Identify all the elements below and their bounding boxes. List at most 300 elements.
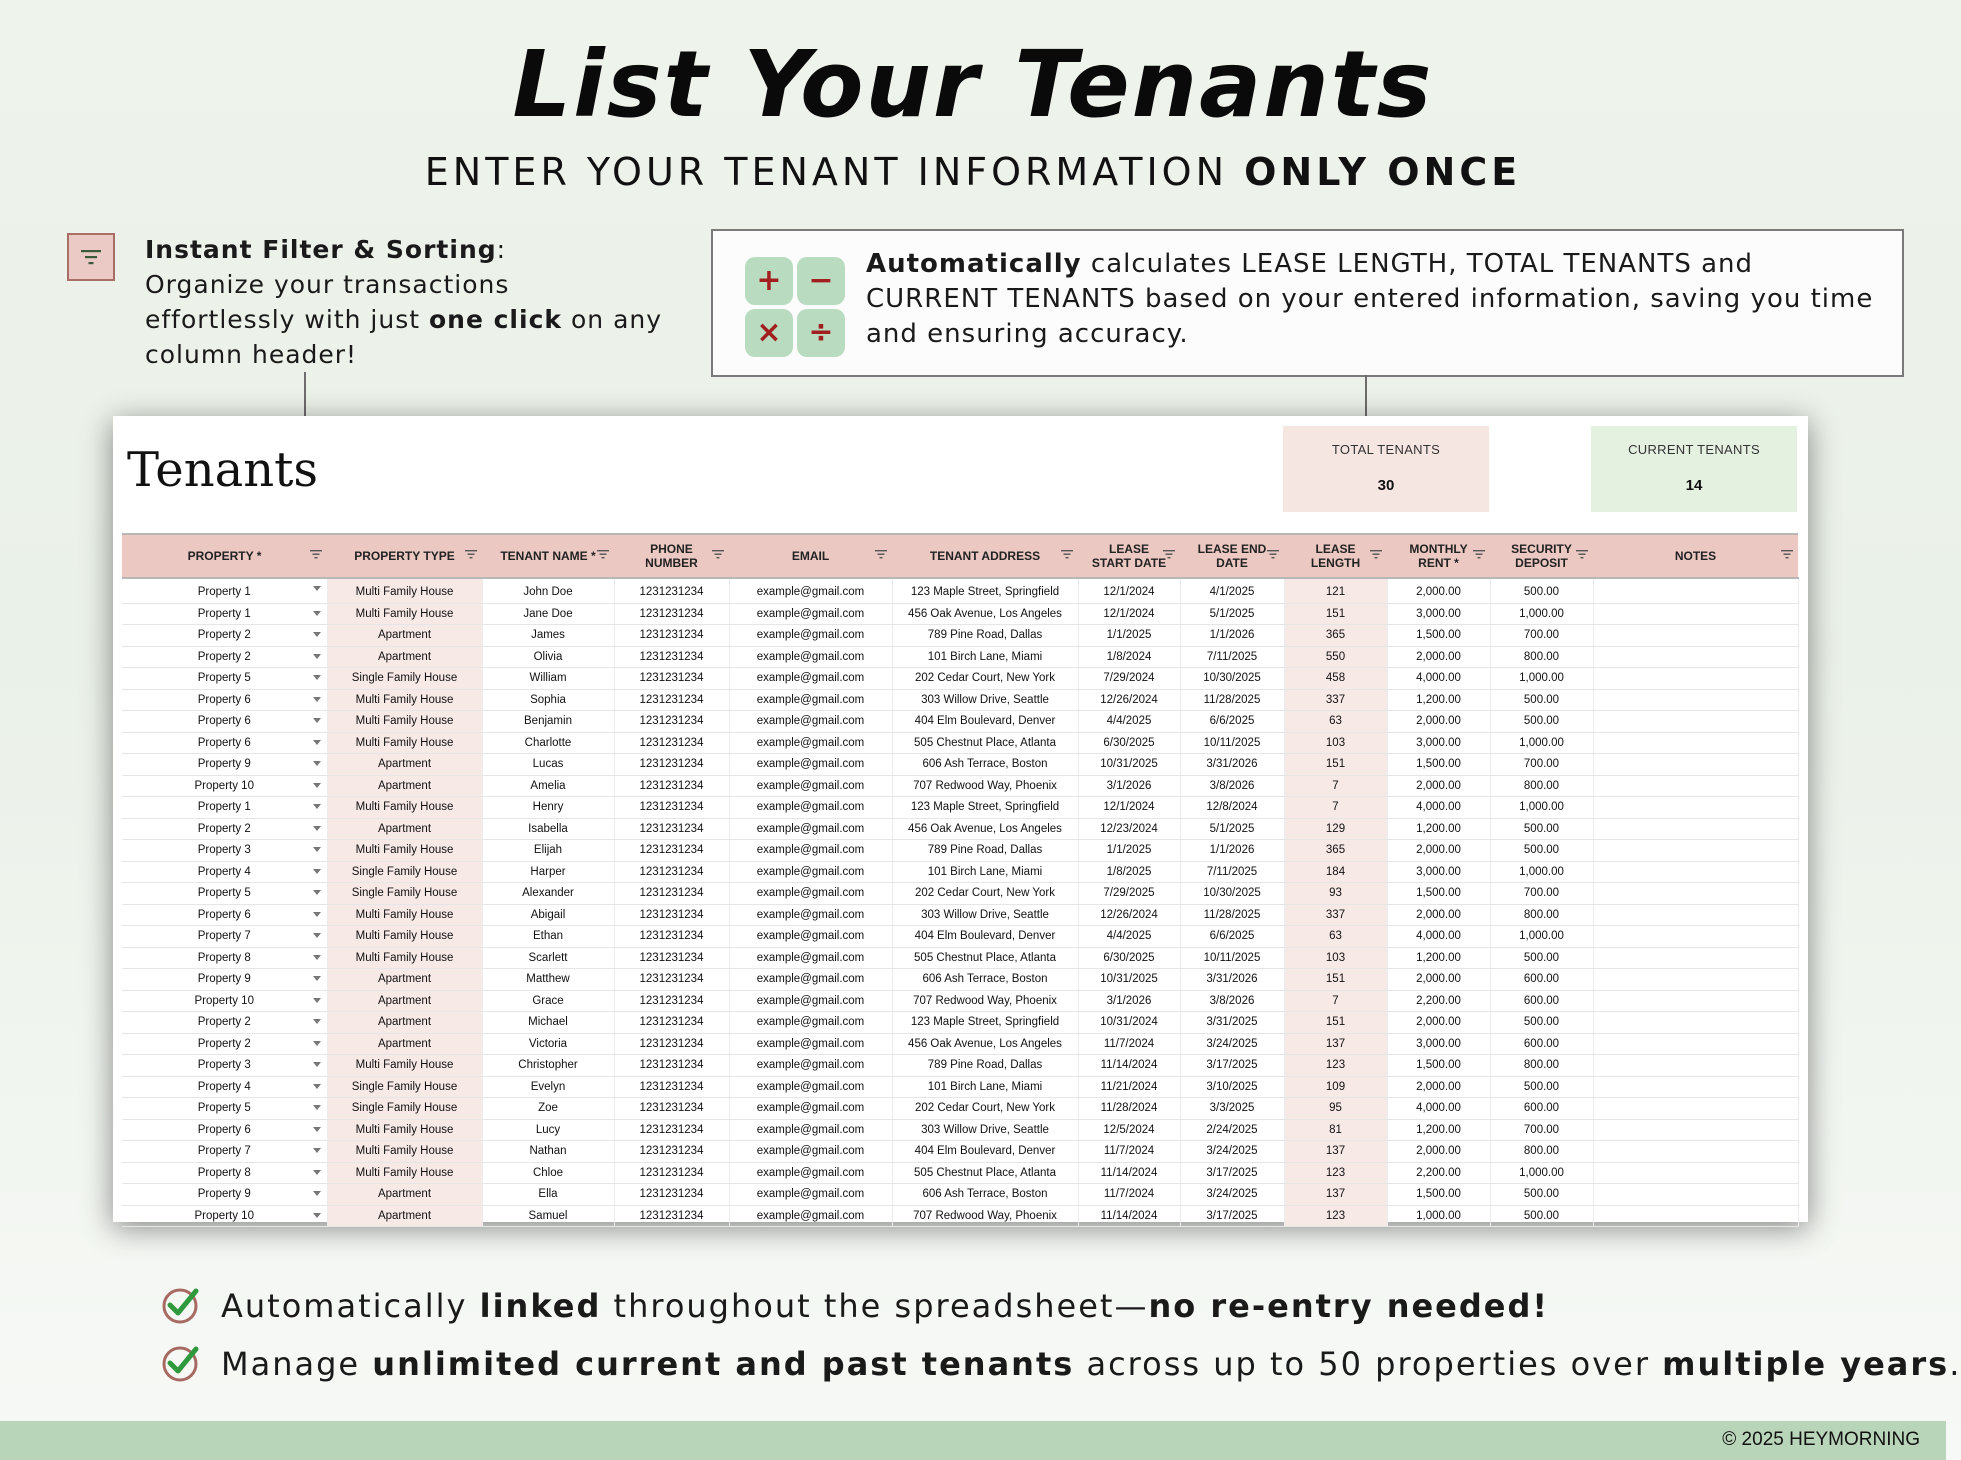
cell-property[interactable]: Property 2 bbox=[122, 646, 327, 668]
cell-property-type[interactable]: Multi Family House bbox=[327, 689, 482, 711]
cell-lease-start-date[interactable]: 11/21/2024 bbox=[1078, 1076, 1180, 1098]
cell-property[interactable]: Property 6 bbox=[122, 689, 327, 711]
cell-property[interactable]: Property 10 bbox=[122, 775, 327, 797]
cell-tenant-name[interactable]: Abigail bbox=[482, 904, 614, 926]
cell-lease-length[interactable]: 151 bbox=[1284, 969, 1387, 991]
cell-phone-number[interactable]: 1231231234 bbox=[614, 1141, 729, 1163]
cell-tenant-address[interactable]: 456 Oak Avenue, Los Angeles bbox=[892, 603, 1078, 625]
filter-icon[interactable] bbox=[1780, 549, 1794, 559]
cell-property-type[interactable]: Multi Family House bbox=[327, 947, 482, 969]
cell-lease-end-date[interactable]: 3/24/2025 bbox=[1180, 1141, 1284, 1163]
cell-tenant-address[interactable]: 707 Redwood Way, Phoenix bbox=[892, 775, 1078, 797]
cell-lease-end-date[interactable]: 2/24/2025 bbox=[1180, 1119, 1284, 1141]
dropdown-arrow-icon[interactable] bbox=[313, 955, 321, 960]
cell-property-type[interactable]: Apartment bbox=[327, 969, 482, 991]
cell-tenant-address[interactable]: 707 Redwood Way, Phoenix bbox=[892, 1205, 1078, 1227]
cell-tenant-address[interactable]: 202 Cedar Court, New York bbox=[892, 668, 1078, 690]
cell-lease-length[interactable]: 103 bbox=[1284, 947, 1387, 969]
cell-email[interactable]: example@gmail.com bbox=[729, 1162, 892, 1184]
cell-notes[interactable] bbox=[1593, 926, 1798, 948]
cell-lease-start-date[interactable]: 1/8/2024 bbox=[1078, 646, 1180, 668]
cell-property-type[interactable]: Apartment bbox=[327, 775, 482, 797]
cell-phone-number[interactable]: 1231231234 bbox=[614, 840, 729, 862]
cell-notes[interactable] bbox=[1593, 883, 1798, 905]
cell-property[interactable]: Property 4 bbox=[122, 1076, 327, 1098]
cell-notes[interactable] bbox=[1593, 578, 1798, 603]
cell-email[interactable]: example@gmail.com bbox=[729, 668, 892, 690]
cell-lease-start-date[interactable]: 11/14/2024 bbox=[1078, 1055, 1180, 1077]
cell-lease-start-date[interactable]: 10/31/2024 bbox=[1078, 1012, 1180, 1034]
column-header-tenant-address[interactable] bbox=[892, 534, 1078, 578]
cell-lease-end-date[interactable]: 3/24/2025 bbox=[1180, 1033, 1284, 1055]
cell-tenant-address[interactable]: 101 Birch Lane, Miami bbox=[892, 861, 1078, 883]
cell-monthly-rent[interactable]: 1,500.00 bbox=[1387, 754, 1490, 776]
cell-security-deposit[interactable]: 800.00 bbox=[1490, 1141, 1593, 1163]
cell-monthly-rent[interactable]: 2,000.00 bbox=[1387, 1076, 1490, 1098]
cell-property[interactable]: Property 7 bbox=[122, 1141, 327, 1163]
filter-icon[interactable] bbox=[1369, 549, 1383, 559]
cell-property-type[interactable]: Multi Family House bbox=[327, 1141, 482, 1163]
filter-icon[interactable] bbox=[1060, 549, 1074, 559]
cell-lease-start-date[interactable]: 10/31/2025 bbox=[1078, 754, 1180, 776]
cell-property[interactable]: Property 7 bbox=[122, 926, 327, 948]
filter-icon[interactable] bbox=[1266, 549, 1280, 559]
cell-tenant-address[interactable]: 123 Maple Street, Springfield bbox=[892, 578, 1078, 603]
cell-property[interactable]: Property 9 bbox=[122, 1184, 327, 1206]
cell-tenant-name[interactable]: Jane Doe bbox=[482, 603, 614, 625]
cell-property[interactable]: Property 6 bbox=[122, 1119, 327, 1141]
dropdown-arrow-icon[interactable] bbox=[313, 718, 321, 723]
dropdown-arrow-icon[interactable] bbox=[313, 632, 321, 637]
cell-lease-end-date[interactable]: 3/31/2026 bbox=[1180, 754, 1284, 776]
cell-lease-length[interactable]: 337 bbox=[1284, 689, 1387, 711]
cell-notes[interactable] bbox=[1593, 990, 1798, 1012]
cell-email[interactable]: example@gmail.com bbox=[729, 861, 892, 883]
cell-lease-length[interactable]: 129 bbox=[1284, 818, 1387, 840]
cell-notes[interactable] bbox=[1593, 818, 1798, 840]
cell-phone-number[interactable]: 1231231234 bbox=[614, 1055, 729, 1077]
cell-lease-end-date[interactable]: 3/31/2026 bbox=[1180, 969, 1284, 991]
filter-icon[interactable] bbox=[464, 549, 478, 559]
cell-tenant-address[interactable]: 707 Redwood Way, Phoenix bbox=[892, 990, 1078, 1012]
cell-lease-length[interactable]: 63 bbox=[1284, 926, 1387, 948]
cell-security-deposit[interactable]: 700.00 bbox=[1490, 1119, 1593, 1141]
cell-lease-end-date[interactable]: 3/24/2025 bbox=[1180, 1184, 1284, 1206]
cell-lease-length[interactable]: 109 bbox=[1284, 1076, 1387, 1098]
cell-lease-end-date[interactable]: 12/8/2024 bbox=[1180, 797, 1284, 819]
cell-lease-end-date[interactable]: 3/17/2025 bbox=[1180, 1205, 1284, 1227]
cell-lease-length[interactable]: 458 bbox=[1284, 668, 1387, 690]
cell-tenant-address[interactable]: 303 Willow Drive, Seattle bbox=[892, 904, 1078, 926]
cell-lease-end-date[interactable]: 5/1/2025 bbox=[1180, 603, 1284, 625]
cell-security-deposit[interactable]: 800.00 bbox=[1490, 1055, 1593, 1077]
column-header-property[interactable] bbox=[122, 534, 327, 578]
cell-lease-start-date[interactable]: 6/30/2025 bbox=[1078, 947, 1180, 969]
cell-security-deposit[interactable]: 700.00 bbox=[1490, 625, 1593, 647]
cell-email[interactable]: example@gmail.com bbox=[729, 883, 892, 905]
cell-security-deposit[interactable]: 800.00 bbox=[1490, 646, 1593, 668]
cell-monthly-rent[interactable]: 2,000.00 bbox=[1387, 840, 1490, 862]
cell-email[interactable]: example@gmail.com bbox=[729, 603, 892, 625]
cell-tenant-address[interactable]: 606 Ash Terrace, Boston bbox=[892, 754, 1078, 776]
dropdown-arrow-icon[interactable] bbox=[313, 826, 321, 831]
cell-tenant-name[interactable]: Nathan bbox=[482, 1141, 614, 1163]
cell-lease-length[interactable]: 184 bbox=[1284, 861, 1387, 883]
cell-security-deposit[interactable]: 500.00 bbox=[1490, 947, 1593, 969]
cell-lease-end-date[interactable]: 7/11/2025 bbox=[1180, 646, 1284, 668]
cell-property-type[interactable]: Multi Family House bbox=[327, 578, 482, 603]
cell-phone-number[interactable]: 1231231234 bbox=[614, 646, 729, 668]
cell-lease-start-date[interactable]: 11/7/2024 bbox=[1078, 1184, 1180, 1206]
cell-notes[interactable] bbox=[1593, 1098, 1798, 1120]
cell-tenant-name[interactable]: Sophia bbox=[482, 689, 614, 711]
cell-property[interactable]: Property 2 bbox=[122, 625, 327, 647]
dropdown-arrow-icon[interactable] bbox=[313, 847, 321, 852]
cell-security-deposit[interactable]: 500.00 bbox=[1490, 840, 1593, 862]
filter-icon[interactable] bbox=[1575, 549, 1589, 559]
cell-tenant-name[interactable]: Alexander bbox=[482, 883, 614, 905]
cell-notes[interactable] bbox=[1593, 754, 1798, 776]
cell-monthly-rent[interactable]: 1,500.00 bbox=[1387, 1055, 1490, 1077]
column-header-security-deposit[interactable] bbox=[1490, 534, 1593, 578]
cell-security-deposit[interactable]: 1,000.00 bbox=[1490, 1162, 1593, 1184]
cell-property[interactable]: Property 3 bbox=[122, 1055, 327, 1077]
cell-property[interactable]: Property 2 bbox=[122, 818, 327, 840]
cell-lease-end-date[interactable]: 4/1/2025 bbox=[1180, 578, 1284, 603]
cell-property[interactable]: Property 10 bbox=[122, 1205, 327, 1227]
cell-phone-number[interactable]: 1231231234 bbox=[614, 1205, 729, 1227]
cell-monthly-rent[interactable]: 3,000.00 bbox=[1387, 1033, 1490, 1055]
cell-lease-end-date[interactable]: 6/6/2025 bbox=[1180, 711, 1284, 733]
column-header-lease-length[interactable] bbox=[1284, 534, 1387, 578]
cell-tenant-name[interactable]: Grace bbox=[482, 990, 614, 1012]
cell-notes[interactable] bbox=[1593, 689, 1798, 711]
filter-icon[interactable] bbox=[309, 549, 323, 559]
cell-lease-length[interactable]: 123 bbox=[1284, 1205, 1387, 1227]
cell-monthly-rent[interactable]: 1,500.00 bbox=[1387, 625, 1490, 647]
dropdown-arrow-icon[interactable] bbox=[313, 783, 321, 788]
cell-email[interactable]: example@gmail.com bbox=[729, 1184, 892, 1206]
cell-lease-end-date[interactable]: 6/6/2025 bbox=[1180, 926, 1284, 948]
cell-tenant-name[interactable]: Charlotte bbox=[482, 732, 614, 754]
cell-lease-start-date[interactable]: 12/26/2024 bbox=[1078, 904, 1180, 926]
cell-phone-number[interactable]: 1231231234 bbox=[614, 861, 729, 883]
cell-notes[interactable] bbox=[1593, 1184, 1798, 1206]
cell-lease-length[interactable]: 151 bbox=[1284, 754, 1387, 776]
cell-tenant-address[interactable]: 101 Birch Lane, Miami bbox=[892, 646, 1078, 668]
cell-notes[interactable] bbox=[1593, 861, 1798, 883]
cell-tenant-address[interactable]: 303 Willow Drive, Seattle bbox=[892, 689, 1078, 711]
cell-lease-length[interactable]: 63 bbox=[1284, 711, 1387, 733]
cell-property-type[interactable]: Single Family House bbox=[327, 1098, 482, 1120]
cell-security-deposit[interactable]: 600.00 bbox=[1490, 1033, 1593, 1055]
filter-icon[interactable] bbox=[711, 549, 725, 559]
cell-tenant-name[interactable]: Victoria bbox=[482, 1033, 614, 1055]
cell-tenant-address[interactable]: 505 Chestnut Place, Atlanta bbox=[892, 732, 1078, 754]
cell-security-deposit[interactable]: 1,000.00 bbox=[1490, 732, 1593, 754]
cell-monthly-rent[interactable]: 1,200.00 bbox=[1387, 689, 1490, 711]
cell-property-type[interactable]: Apartment bbox=[327, 646, 482, 668]
cell-property-type[interactable]: Apartment bbox=[327, 625, 482, 647]
filter-icon[interactable] bbox=[874, 549, 888, 559]
cell-tenant-address[interactable]: 606 Ash Terrace, Boston bbox=[892, 1184, 1078, 1206]
dropdown-arrow-icon[interactable] bbox=[313, 740, 321, 745]
cell-property[interactable]: Property 2 bbox=[122, 1033, 327, 1055]
cell-security-deposit[interactable]: 600.00 bbox=[1490, 1098, 1593, 1120]
cell-lease-end-date[interactable]: 1/1/2026 bbox=[1180, 840, 1284, 862]
column-header-lease-end-date[interactable] bbox=[1180, 534, 1284, 578]
dropdown-arrow-icon[interactable] bbox=[313, 611, 321, 616]
cell-notes[interactable] bbox=[1593, 646, 1798, 668]
cell-security-deposit[interactable]: 800.00 bbox=[1490, 904, 1593, 926]
dropdown-arrow-icon[interactable] bbox=[313, 1148, 321, 1153]
dropdown-arrow-icon[interactable] bbox=[313, 654, 321, 659]
cell-lease-end-date[interactable]: 5/1/2025 bbox=[1180, 818, 1284, 840]
cell-phone-number[interactable]: 1231231234 bbox=[614, 904, 729, 926]
cell-phone-number[interactable]: 1231231234 bbox=[614, 732, 729, 754]
cell-security-deposit[interactable]: 800.00 bbox=[1490, 775, 1593, 797]
filter-icon[interactable] bbox=[1162, 549, 1176, 559]
cell-property[interactable]: Property 6 bbox=[122, 904, 327, 926]
cell-phone-number[interactable]: 1231231234 bbox=[614, 1012, 729, 1034]
cell-monthly-rent[interactable]: 1,500.00 bbox=[1387, 1184, 1490, 1206]
dropdown-arrow-icon[interactable] bbox=[313, 804, 321, 809]
cell-monthly-rent[interactable]: 4,000.00 bbox=[1387, 1098, 1490, 1120]
cell-email[interactable]: example@gmail.com bbox=[729, 689, 892, 711]
column-header-phone-number[interactable] bbox=[614, 534, 729, 578]
cell-lease-start-date[interactable]: 12/1/2024 bbox=[1078, 603, 1180, 625]
cell-notes[interactable] bbox=[1593, 625, 1798, 647]
cell-phone-number[interactable]: 1231231234 bbox=[614, 603, 729, 625]
cell-property[interactable]: Property 9 bbox=[122, 969, 327, 991]
column-header-lease-start-date[interactable] bbox=[1078, 534, 1180, 578]
cell-property-type[interactable]: Multi Family House bbox=[327, 1055, 482, 1077]
cell-property-type[interactable]: Multi Family House bbox=[327, 1119, 482, 1141]
cell-property-type[interactable]: Multi Family House bbox=[327, 904, 482, 926]
cell-email[interactable]: example@gmail.com bbox=[729, 754, 892, 776]
cell-email[interactable]: example@gmail.com bbox=[729, 904, 892, 926]
cell-tenant-name[interactable]: Chloe bbox=[482, 1162, 614, 1184]
cell-phone-number[interactable]: 1231231234 bbox=[614, 969, 729, 991]
cell-lease-length[interactable]: 137 bbox=[1284, 1141, 1387, 1163]
cell-security-deposit[interactable]: 1,000.00 bbox=[1490, 797, 1593, 819]
cell-email[interactable]: example@gmail.com bbox=[729, 1119, 892, 1141]
cell-email[interactable]: example@gmail.com bbox=[729, 646, 892, 668]
cell-tenant-name[interactable]: Ethan bbox=[482, 926, 614, 948]
cell-tenant-name[interactable]: Amelia bbox=[482, 775, 614, 797]
cell-property[interactable]: Property 3 bbox=[122, 840, 327, 862]
cell-tenant-name[interactable]: Harper bbox=[482, 861, 614, 883]
cell-monthly-rent[interactable]: 3,000.00 bbox=[1387, 861, 1490, 883]
cell-security-deposit[interactable]: 500.00 bbox=[1490, 711, 1593, 733]
cell-monthly-rent[interactable]: 2,000.00 bbox=[1387, 969, 1490, 991]
cell-property-type[interactable]: Single Family House bbox=[327, 883, 482, 905]
cell-notes[interactable] bbox=[1593, 711, 1798, 733]
cell-monthly-rent[interactable]: 2,000.00 bbox=[1387, 1141, 1490, 1163]
cell-monthly-rent[interactable]: 1,200.00 bbox=[1387, 818, 1490, 840]
cell-monthly-rent[interactable]: 4,000.00 bbox=[1387, 797, 1490, 819]
cell-tenant-name[interactable]: Lucas bbox=[482, 754, 614, 776]
cell-lease-start-date[interactable]: 11/14/2024 bbox=[1078, 1205, 1180, 1227]
cell-lease-length[interactable]: 365 bbox=[1284, 625, 1387, 647]
cell-lease-start-date[interactable]: 4/4/2025 bbox=[1078, 926, 1180, 948]
cell-tenant-address[interactable]: 505 Chestnut Place, Atlanta bbox=[892, 1162, 1078, 1184]
cell-tenant-name[interactable]: Benjamin bbox=[482, 711, 614, 733]
cell-tenant-name[interactable]: Olivia bbox=[482, 646, 614, 668]
dropdown-arrow-icon[interactable] bbox=[313, 697, 321, 702]
cell-property[interactable]: Property 10 bbox=[122, 990, 327, 1012]
cell-property-type[interactable]: Apartment bbox=[327, 754, 482, 776]
cell-property[interactable]: Property 5 bbox=[122, 1098, 327, 1120]
cell-lease-length[interactable]: 121 bbox=[1284, 578, 1387, 603]
cell-security-deposit[interactable]: 500.00 bbox=[1490, 1205, 1593, 1227]
cell-security-deposit[interactable]: 700.00 bbox=[1490, 754, 1593, 776]
dropdown-arrow-icon[interactable] bbox=[313, 1041, 321, 1046]
cell-tenant-address[interactable]: 505 Chestnut Place, Atlanta bbox=[892, 947, 1078, 969]
cell-tenant-address[interactable]: 123 Maple Street, Springfield bbox=[892, 1012, 1078, 1034]
cell-notes[interactable] bbox=[1593, 1055, 1798, 1077]
cell-lease-length[interactable]: 151 bbox=[1284, 603, 1387, 625]
cell-email[interactable]: example@gmail.com bbox=[729, 797, 892, 819]
cell-monthly-rent[interactable]: 3,000.00 bbox=[1387, 603, 1490, 625]
cell-email[interactable]: example@gmail.com bbox=[729, 947, 892, 969]
cell-lease-length[interactable]: 365 bbox=[1284, 840, 1387, 862]
cell-email[interactable]: example@gmail.com bbox=[729, 1033, 892, 1055]
cell-notes[interactable] bbox=[1593, 797, 1798, 819]
cell-lease-start-date[interactable]: 12/1/2024 bbox=[1078, 797, 1180, 819]
dropdown-arrow-icon[interactable] bbox=[313, 998, 321, 1003]
cell-notes[interactable] bbox=[1593, 1162, 1798, 1184]
cell-lease-start-date[interactable]: 12/23/2024 bbox=[1078, 818, 1180, 840]
cell-email[interactable]: example@gmail.com bbox=[729, 1076, 892, 1098]
cell-notes[interactable] bbox=[1593, 1205, 1798, 1227]
cell-tenant-name[interactable]: James bbox=[482, 625, 614, 647]
cell-phone-number[interactable]: 1231231234 bbox=[614, 1076, 729, 1098]
cell-lease-start-date[interactable]: 11/28/2024 bbox=[1078, 1098, 1180, 1120]
cell-security-deposit[interactable]: 500.00 bbox=[1490, 1184, 1593, 1206]
cell-property[interactable]: Property 1 bbox=[122, 603, 327, 625]
cell-notes[interactable] bbox=[1593, 603, 1798, 625]
cell-lease-start-date[interactable]: 11/14/2024 bbox=[1078, 1162, 1180, 1184]
cell-tenant-name[interactable]: Evelyn bbox=[482, 1076, 614, 1098]
cell-lease-start-date[interactable]: 4/4/2025 bbox=[1078, 711, 1180, 733]
cell-monthly-rent[interactable]: 1,000.00 bbox=[1387, 1205, 1490, 1227]
cell-tenant-name[interactable]: William bbox=[482, 668, 614, 690]
cell-property[interactable]: Property 5 bbox=[122, 668, 327, 690]
cell-email[interactable]: example@gmail.com bbox=[729, 625, 892, 647]
dropdown-arrow-icon[interactable] bbox=[313, 869, 321, 874]
cell-notes[interactable] bbox=[1593, 775, 1798, 797]
cell-security-deposit[interactable]: 600.00 bbox=[1490, 990, 1593, 1012]
cell-phone-number[interactable]: 1231231234 bbox=[614, 990, 729, 1012]
cell-email[interactable]: example@gmail.com bbox=[729, 578, 892, 603]
cell-security-deposit[interactable]: 500.00 bbox=[1490, 689, 1593, 711]
cell-phone-number[interactable]: 1231231234 bbox=[614, 926, 729, 948]
cell-tenant-address[interactable]: 606 Ash Terrace, Boston bbox=[892, 969, 1078, 991]
cell-lease-length[interactable]: 81 bbox=[1284, 1119, 1387, 1141]
cell-lease-end-date[interactable]: 10/30/2025 bbox=[1180, 883, 1284, 905]
cell-lease-length[interactable]: 7 bbox=[1284, 797, 1387, 819]
cell-property[interactable]: Property 8 bbox=[122, 947, 327, 969]
cell-phone-number[interactable]: 1231231234 bbox=[614, 625, 729, 647]
cell-property-type[interactable]: Apartment bbox=[327, 818, 482, 840]
cell-lease-length[interactable]: 7 bbox=[1284, 990, 1387, 1012]
cell-tenant-address[interactable]: 202 Cedar Court, New York bbox=[892, 883, 1078, 905]
cell-lease-length[interactable]: 550 bbox=[1284, 646, 1387, 668]
cell-property-type[interactable]: Multi Family House bbox=[327, 732, 482, 754]
dropdown-arrow-icon[interactable] bbox=[313, 1105, 321, 1110]
cell-email[interactable]: example@gmail.com bbox=[729, 990, 892, 1012]
cell-property-type[interactable]: Apartment bbox=[327, 1033, 482, 1055]
cell-monthly-rent[interactable]: 2,000.00 bbox=[1387, 775, 1490, 797]
cell-security-deposit[interactable]: 500.00 bbox=[1490, 818, 1593, 840]
cell-monthly-rent[interactable]: 1,500.00 bbox=[1387, 883, 1490, 905]
cell-email[interactable]: example@gmail.com bbox=[729, 1205, 892, 1227]
cell-notes[interactable] bbox=[1593, 1033, 1798, 1055]
cell-email[interactable]: example@gmail.com bbox=[729, 840, 892, 862]
cell-notes[interactable] bbox=[1593, 1141, 1798, 1163]
cell-lease-end-date[interactable]: 10/11/2025 bbox=[1180, 947, 1284, 969]
cell-phone-number[interactable]: 1231231234 bbox=[614, 754, 729, 776]
cell-tenant-name[interactable]: Michael bbox=[482, 1012, 614, 1034]
cell-phone-number[interactable]: 1231231234 bbox=[614, 1119, 729, 1141]
cell-tenant-address[interactable]: 789 Pine Road, Dallas bbox=[892, 625, 1078, 647]
cell-email[interactable]: example@gmail.com bbox=[729, 732, 892, 754]
cell-security-deposit[interactable]: 1,000.00 bbox=[1490, 603, 1593, 625]
cell-lease-length[interactable]: 103 bbox=[1284, 732, 1387, 754]
cell-property[interactable]: Property 1 bbox=[122, 578, 327, 603]
cell-lease-length[interactable]: 123 bbox=[1284, 1162, 1387, 1184]
dropdown-arrow-icon[interactable] bbox=[313, 761, 321, 766]
cell-property-type[interactable]: Single Family House bbox=[327, 668, 482, 690]
cell-lease-end-date[interactable]: 3/10/2025 bbox=[1180, 1076, 1284, 1098]
cell-email[interactable]: example@gmail.com bbox=[729, 711, 892, 733]
dropdown-arrow-icon[interactable] bbox=[313, 1084, 321, 1089]
cell-phone-number[interactable]: 1231231234 bbox=[614, 883, 729, 905]
cell-phone-number[interactable]: 1231231234 bbox=[614, 578, 729, 603]
cell-lease-start-date[interactable]: 7/29/2025 bbox=[1078, 883, 1180, 905]
dropdown-arrow-icon[interactable] bbox=[313, 890, 321, 895]
cell-tenant-name[interactable]: Lucy bbox=[482, 1119, 614, 1141]
cell-monthly-rent[interactable]: 2,000.00 bbox=[1387, 578, 1490, 603]
cell-property-type[interactable]: Single Family House bbox=[327, 1076, 482, 1098]
column-header-property-type[interactable] bbox=[327, 534, 482, 578]
cell-lease-start-date[interactable]: 3/1/2026 bbox=[1078, 775, 1180, 797]
cell-phone-number[interactable]: 1231231234 bbox=[614, 775, 729, 797]
cell-property-type[interactable]: Apartment bbox=[327, 990, 482, 1012]
filter-icon[interactable] bbox=[1472, 549, 1486, 559]
cell-tenant-name[interactable]: Scarlett bbox=[482, 947, 614, 969]
cell-security-deposit[interactable]: 500.00 bbox=[1490, 1076, 1593, 1098]
cell-email[interactable]: example@gmail.com bbox=[729, 926, 892, 948]
cell-tenant-address[interactable]: 303 Willow Drive, Seattle bbox=[892, 1119, 1078, 1141]
cell-email[interactable]: example@gmail.com bbox=[729, 775, 892, 797]
cell-lease-start-date[interactable]: 12/5/2024 bbox=[1078, 1119, 1180, 1141]
cell-property[interactable]: Property 1 bbox=[122, 797, 327, 819]
cell-lease-length[interactable]: 151 bbox=[1284, 1012, 1387, 1034]
cell-phone-number[interactable]: 1231231234 bbox=[614, 797, 729, 819]
cell-tenant-name[interactable]: Matthew bbox=[482, 969, 614, 991]
cell-tenant-name[interactable]: John Doe bbox=[482, 578, 614, 603]
cell-lease-end-date[interactable]: 3/3/2025 bbox=[1180, 1098, 1284, 1120]
cell-lease-end-date[interactable]: 1/1/2026 bbox=[1180, 625, 1284, 647]
cell-tenant-address[interactable]: 404 Elm Boulevard, Denver bbox=[892, 711, 1078, 733]
cell-security-deposit[interactable]: 700.00 bbox=[1490, 883, 1593, 905]
cell-tenant-name[interactable]: Elijah bbox=[482, 840, 614, 862]
cell-property[interactable]: Property 6 bbox=[122, 711, 327, 733]
cell-security-deposit[interactable]: 1,000.00 bbox=[1490, 926, 1593, 948]
cell-lease-start-date[interactable]: 11/7/2024 bbox=[1078, 1033, 1180, 1055]
